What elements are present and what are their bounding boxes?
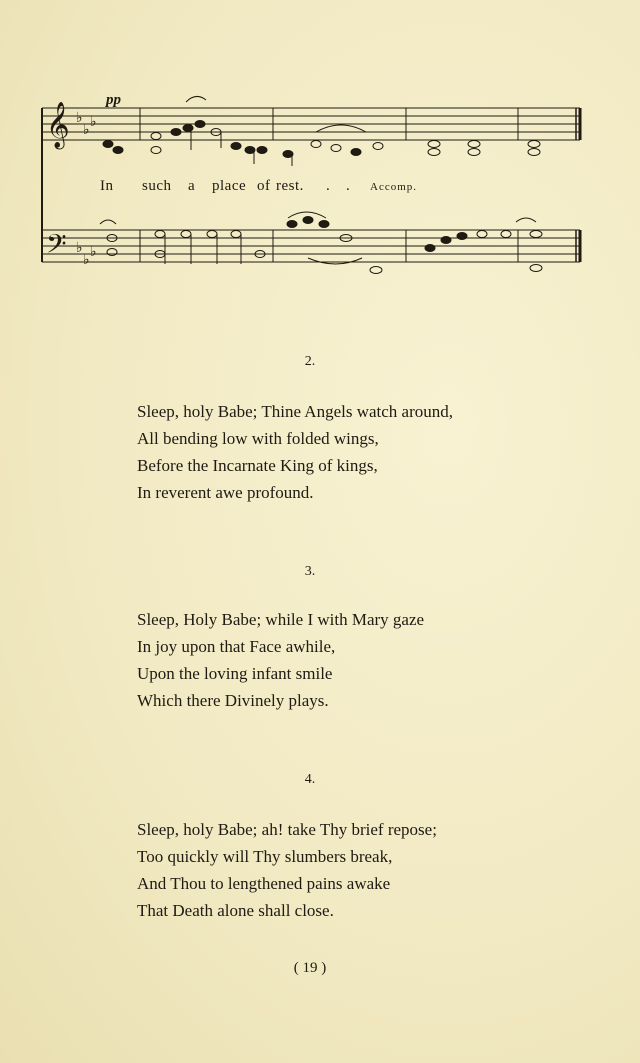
- svg-text:♭: ♭: [90, 114, 97, 130]
- lyric-word: rest.: [276, 178, 304, 194]
- verse-line: In joy upon that Face awhile,: [137, 637, 336, 656]
- lyric-word: .: [326, 178, 331, 194]
- lyric-word: Accomp.: [370, 181, 418, 193]
- svg-text:♭: ♭: [83, 252, 90, 268]
- verse-line: Before the Incarnate King of kings,: [137, 456, 378, 475]
- lyric-word: .: [346, 178, 351, 194]
- verse-line: Upon the loving infant smile: [137, 664, 333, 683]
- lyric-word: In: [100, 178, 114, 194]
- lyric-word: a: [188, 178, 196, 194]
- verse-line: Sleep, holy Babe; Thine Angels watch around,: [137, 402, 454, 421]
- lyric-word: of: [257, 178, 271, 194]
- lyric-word: such: [142, 178, 172, 194]
- svg-text:𝄢: 𝄢: [46, 228, 67, 266]
- verse-line: And Thou to lengthened pains awake: [137, 874, 391, 893]
- svg-text:♭: ♭: [76, 110, 83, 126]
- music-score: [36, 88, 588, 288]
- verse-line: Too quickly will Thy slumbers break,: [137, 847, 393, 866]
- verse-line: In reverent awe profound.: [137, 483, 314, 502]
- verse-number: 4.: [304, 772, 316, 787]
- page-number: ( 19 ): [293, 960, 327, 976]
- svg-text:𝄞: 𝄞: [46, 102, 70, 148]
- verse: [137, 398, 453, 506]
- verse-line: All bending low with folded wings,: [137, 429, 379, 448]
- verse-line: Sleep, Holy Babe; while I with Mary gaze: [137, 610, 425, 629]
- svg-text:♭: ♭: [83, 122, 90, 138]
- verse: [137, 606, 424, 714]
- svg-text:♭: ♭: [76, 240, 83, 256]
- dynamic-marking: pp: [106, 92, 121, 108]
- verse-line: That Death alone shall close.: [137, 901, 334, 920]
- verse-number: 3.: [304, 564, 316, 579]
- lyric-word: place: [212, 178, 247, 194]
- svg-text:♭: ♭: [90, 244, 97, 260]
- verse-line: Sleep, holy Babe; ah! take Thy brief repose;: [137, 820, 437, 839]
- verse-line: Which there Divinely plays.: [137, 691, 329, 710]
- verse-number: 2.: [304, 354, 316, 369]
- verse: [137, 816, 437, 924]
